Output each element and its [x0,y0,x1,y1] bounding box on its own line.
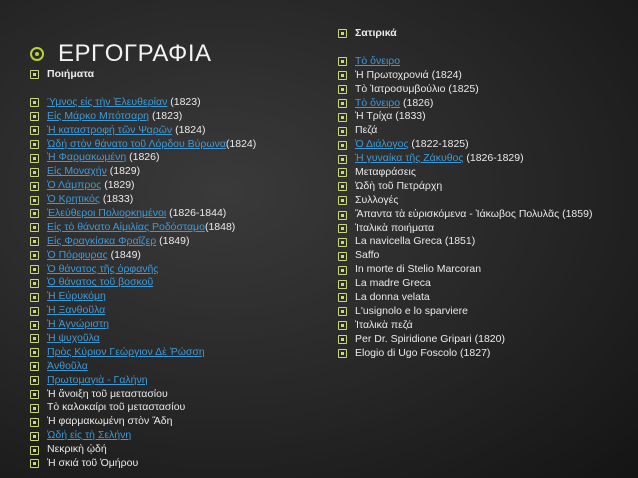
list-item [30,221,320,235]
list-item [338,83,628,97]
list-item [30,124,320,138]
item-label: (1822-1825) [408,138,469,151]
item-label: Τὸ Ἰατροσυμβούλιο (1825) [355,82,479,95]
list-item [30,207,320,221]
list-item [338,319,628,333]
work-link[interactable]: Ἡ Φαρμακωμένη [47,151,127,164]
item-label: Per Dr. Spiridione Gripari (1820) [355,332,505,345]
list-item [30,374,320,388]
work-link[interactable]: Ἡ Ξανθοῦλα [47,304,106,317]
work-link[interactable]: Πρωτομαγιὰ - Γαλήνη [47,373,148,386]
item-label: (1824) [172,123,206,136]
work-link[interactable]: Ἡ Ἀγνώριστη [47,318,110,331]
bullet-icon [338,141,347,150]
work-link[interactable]: Ὁ Πόρφυρας [47,248,108,261]
bullet-icon [30,293,39,302]
works-list [338,27,628,361]
item-text [355,347,490,361]
bullet-icon [338,168,347,177]
item-label: Πεζά [355,124,378,137]
bullet-icon [30,362,39,371]
item-text [355,277,431,291]
list-item [338,124,628,138]
list-item [338,194,628,208]
item-label: Ἡ ἄνοιξη τοῦ μεταστασίου [47,387,168,400]
item-text [47,110,182,124]
item-text [355,333,505,347]
item-label: Ἰταλικὰ ποιήματα [355,221,435,234]
list-item [30,388,320,402]
bullet-icon [338,155,347,164]
list-item [30,360,320,374]
bullet-icon [338,238,347,247]
list-item [338,208,628,222]
work-link[interactable]: Ύμνος εἰς τὴν Ἐλευθερίαν [47,95,168,108]
item-text [47,124,205,138]
item-label: Ἰταλικὰ πεζά [355,318,413,331]
work-link[interactable]: Ὁ Λάμπρος [47,179,102,192]
item-label: (1823) [149,109,183,122]
item-label: (1826) [400,96,434,109]
bullet-icon [30,70,39,79]
list-item [30,165,320,179]
bullet-icon [338,182,347,191]
bullet-icon [338,71,347,80]
satirical-header: Σατιρικά [338,27,628,41]
work-link[interactable]: Εἰς Φραγκίσκα Φραΐζερ [47,234,157,247]
bullet-icon [30,404,39,413]
list-item [338,110,628,124]
list-item [338,180,628,194]
item-text [355,124,377,138]
item-text [355,305,468,319]
item-text [355,263,481,277]
work-link[interactable]: Ἡ Εὐρυκόμη [47,290,106,303]
bullet-icon [30,446,39,455]
item-label: (1824) [225,137,257,150]
item-text [47,193,133,207]
bullet-icon [30,334,39,343]
item-label: Ἡ φαρμακωμένη στὸν Ἅδη [47,415,173,428]
item-text [355,69,462,83]
item-text [47,304,105,318]
item-label: Ἡ Τρίχα (1833) [355,110,426,123]
slide-title [30,40,212,68]
item-text [355,166,416,180]
list-item [338,291,628,305]
list-item [30,263,320,277]
item-text [355,222,434,236]
list-item [338,305,628,319]
bullet-icon [338,293,347,302]
list-item [338,347,628,361]
work-link[interactable]: Ἐλεύθεροι Πολιορκημένοι [47,207,167,220]
work-link[interactable]: Ὁ Διάλογος [355,138,409,151]
bullet-icon [338,307,347,316]
bullet-icon [338,57,347,66]
bullet-icon [338,99,347,108]
item-text [47,276,153,290]
list-item [30,235,320,249]
bullet-icon [30,348,39,357]
bullet-icon [30,237,39,246]
item-label: (1833) [99,193,134,206]
item-text [47,96,201,110]
item-label: (1848) [204,220,236,233]
item-text [355,152,524,166]
list-item [30,318,320,332]
bullet-icon [30,168,39,177]
item-label: Ἡ σκιά τοῦ Ὁμήρου [47,457,139,470]
work-link[interactable]: Εἰς Μοναχήν [47,165,107,178]
item-text [355,194,398,208]
list-item [30,415,320,429]
item-label: Ἅπαντα τὰ εὑρισκόμενα - Ἰάκωβος Πολυλᾶς (1859) [355,207,593,220]
work-link[interactable]: Τὸ ὄνειρο [355,96,401,109]
item-label: Νεκρικὴ ᾠδή [47,443,107,456]
item-text [47,360,88,374]
item-label: (1826-1829) [463,152,524,165]
bullet-icon [30,418,39,427]
work-link[interactable]: Ἡ ψυχοῦλα [47,332,100,345]
bullet-icon [30,154,39,163]
bullet-icon [30,112,39,121]
title-bullet-icon [30,47,44,61]
item-label: (1826) [126,151,160,164]
work-link[interactable]: Εἰς Μάρκο Μπότσαρη [47,109,150,122]
item-text [47,457,138,471]
item-label: In morte di Stelio Marcoran [355,263,482,276]
list-item [338,235,628,249]
bullet-icon [30,251,39,260]
work-link[interactable]: Ἡ γυναίκα τῆς Ζάκυθος [355,152,464,165]
item-text [47,221,235,235]
list-item [30,346,320,360]
work-link[interactable]: Ὁ θάνατος τοῦ βοσκοῦ [47,276,154,289]
item-label: Ἡ Πρωτοχρονιά (1824) [355,68,462,81]
item-text [355,249,379,263]
bullet-icon [30,376,39,385]
item-label: Saffo [355,249,380,262]
work-link[interactable]: Ὠδή στὸν θάνατο τοῦ Λόρδου Βύρωνα [47,137,226,150]
item-label: (1826-1844) [166,207,227,220]
list-item [30,151,320,165]
item-text [47,443,107,457]
bullet-icon [338,335,347,344]
list-item [30,179,320,193]
list-item [338,152,628,166]
list-item [30,290,320,304]
bullet-icon [338,85,347,94]
poems-list [30,68,320,471]
list-item [30,457,320,471]
bullet-icon [30,98,39,107]
item-text [355,208,617,222]
item-label: L'usignolo e lo sparviere [355,304,468,317]
item-text [355,235,475,249]
bullet-icon [338,196,347,205]
item-text [47,290,106,304]
work-link[interactable]: Ὠδή εἰς τὴ Σελήνη [47,429,132,442]
work-link[interactable]: Εἰς τὸ θάνατο Αἰμιλίας Ροδόσταμο [47,220,205,233]
bullet-icon [30,321,39,330]
item-label: La navicella Greca (1851) [355,235,476,248]
bullet-icon [30,140,39,149]
item-label: (1829) [101,179,135,192]
item-text [355,180,442,194]
item-text [47,374,148,388]
list-item [338,222,628,236]
title-text: ΕΡΓΟΓΡΑΦΙΑ [58,40,212,67]
work-link[interactable]: Ὁ Κρητικός [47,193,100,206]
work-link[interactable]: Ἀνθοῦλα [47,359,88,372]
item-text [355,97,433,111]
item-text [47,429,131,443]
list-item [30,249,320,263]
poems-header: Ποιήματα [30,68,320,82]
item-text [47,401,185,415]
bullet-icon [30,223,39,232]
item-label: La madre Greca [355,277,431,290]
work-link[interactable]: Τὸ ὄνειρο [355,54,401,67]
list-item [338,166,628,180]
item-text [47,138,256,152]
list-item [338,333,628,347]
bullet-icon [30,209,39,218]
list-item [338,55,628,69]
bullet-icon [338,29,347,38]
list-item [30,193,320,207]
bullet-icon [338,224,347,233]
item-label: (1849) [107,248,141,261]
item-text [47,388,168,402]
item-text [47,346,205,360]
item-text [47,165,140,179]
list-item [30,276,320,290]
item-text [47,151,160,165]
work-link[interactable]: Ὁ θάνατος τῆς ὀρφανῆς [47,262,159,275]
list-item [30,401,320,415]
work-link[interactable]: Πρὸς Κύριον Γεώργιον Δὲ Ῥώσση [47,345,205,358]
item-label: (1823) [167,95,201,108]
bullet-icon [30,459,39,468]
item-text [47,415,172,429]
item-text [355,138,469,152]
bullet-icon [30,182,39,191]
item-text [47,179,135,193]
list-item [338,97,628,111]
list-item [30,96,320,110]
list-item [30,138,320,152]
list-item [338,249,628,263]
item-text [355,83,479,97]
list-item [30,332,320,346]
item-text [47,263,158,277]
list-item [338,69,628,83]
item-label: Elogio di Ugo Foscolo (1827) [355,346,491,359]
item-text [355,291,430,305]
item-text [47,235,189,249]
item-label: Τὸ καλοκαίρι τοῦ μεταστασίου [47,401,186,414]
item-label: La donna velata [355,291,430,304]
bullet-icon [30,279,39,288]
bullet-icon [30,432,39,441]
item-text [47,249,141,263]
item-label: (1849) [156,234,190,247]
bullet-icon [338,127,347,136]
bullet-icon [30,307,39,316]
bullet-icon [30,196,39,205]
item-text [355,110,426,124]
bullet-icon [30,265,39,274]
item-text [355,55,400,69]
item-text [355,319,413,333]
item-text [47,207,226,221]
item-label: Συλλογές [355,193,399,206]
work-link[interactable]: Ἡ καταστροφή τῶν Ψαρῶν [47,123,173,136]
bullet-icon [338,266,347,275]
item-label: Μεταφράσεις [355,166,416,179]
bullet-icon [30,126,39,135]
list-item [30,110,320,124]
bullet-icon [30,390,39,399]
bullet-icon [338,321,347,330]
list-item [30,429,320,443]
bullet-icon [338,280,347,289]
list-item [338,277,628,291]
list-item [338,263,628,277]
item-label: Ὠδὴ τοῦ Πετράρχη [355,179,443,192]
item-text [47,332,100,346]
list-item [30,443,320,457]
item-text [47,318,109,332]
bullet-icon [338,211,347,220]
list-item [30,304,320,318]
item-label: (1829) [106,165,141,178]
bullet-icon [338,252,347,261]
bullet-icon [338,349,347,358]
list-item [338,138,628,152]
bullet-icon [338,113,347,122]
